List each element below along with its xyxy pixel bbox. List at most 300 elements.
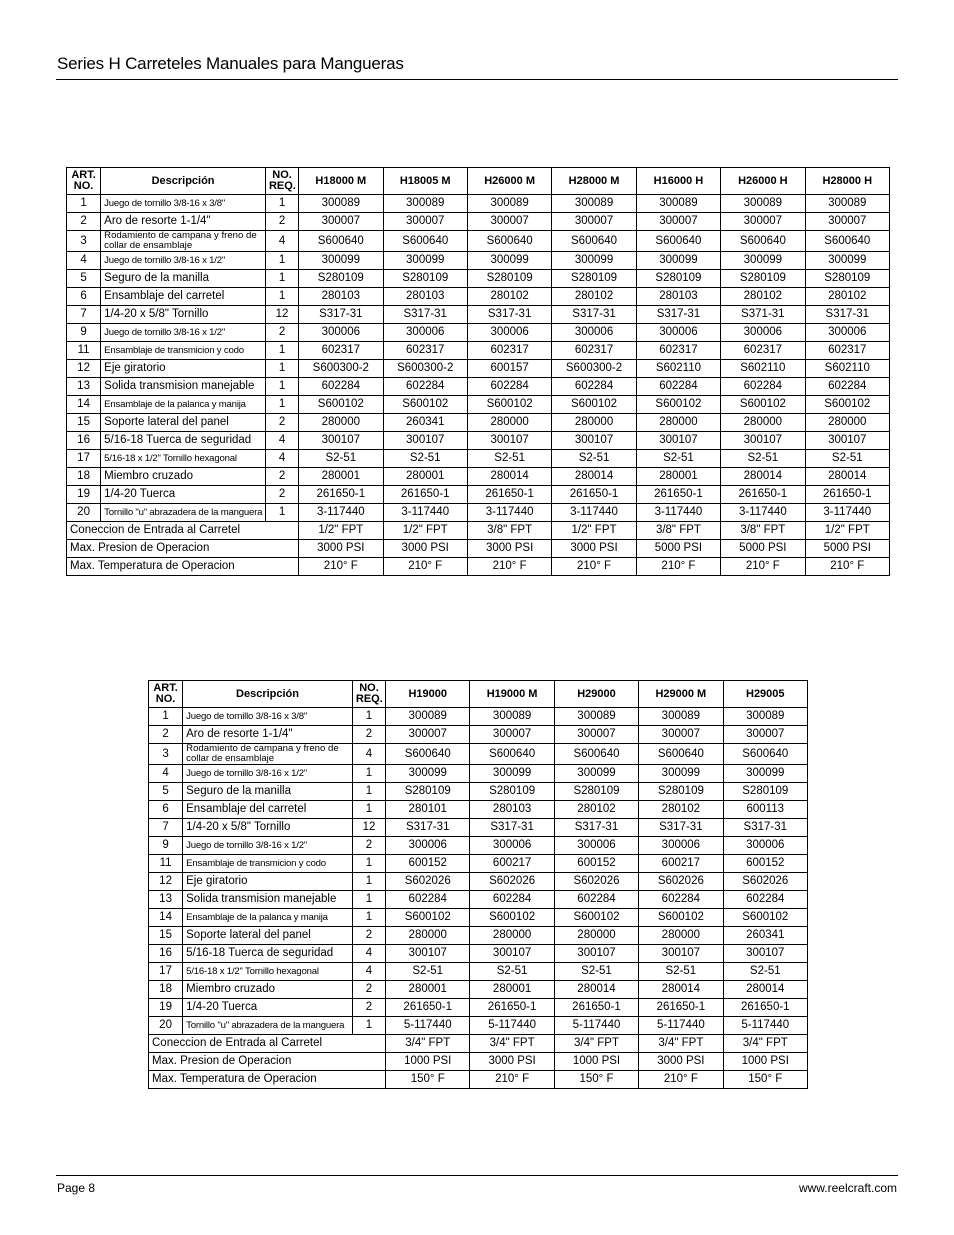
cell-part-number: 300089 [805,195,889,213]
cell-qty-required: 1 [352,891,385,909]
cell-part-number: 602284 [554,891,638,909]
cell-part-number: 600152 [386,855,470,873]
cell-part-number: 300107 [386,945,470,963]
spec-value: 5000 PSI [805,540,889,558]
cell-part-number: 300099 [721,252,805,270]
table-row [67,378,890,396]
cell-part-number: 261650-1 [554,999,638,1017]
cell-description: Ensamblaje del carretel [183,801,353,819]
cell-qty-required: 1 [352,765,385,783]
cell-part-number: 280001 [636,468,720,486]
header-row [67,168,890,195]
cell-part-number: S600640 [639,744,723,765]
header-description: Descripción [183,681,353,708]
cell-part-number: 300007 [299,213,383,231]
cell-part-number: S317-31 [805,306,889,324]
spec-value: 3000 PSI [383,540,467,558]
cell-part-number: 300006 [723,837,807,855]
table-row [149,726,808,744]
cell-part-number: S2-51 [552,450,636,468]
cell-qty-required: 2 [352,981,385,999]
header-model: H16000 H [636,168,720,195]
cell-part-number: 300099 [723,765,807,783]
cell-part-number: S280109 [639,783,723,801]
cell-part-number: 300099 [470,765,554,783]
table-row [67,342,890,360]
cell-part-number: 300099 [805,252,889,270]
cell-description: Seguro de la manilla [101,270,266,288]
cell-qty-required: 1 [352,909,385,927]
cell-qty-required: 2 [352,726,385,744]
cell-part-number: S280109 [723,783,807,801]
header-art-no: ART. NO. [67,168,101,195]
cell-part-number: 300107 [554,945,638,963]
cell-description: Juego de tornillo 3/8-16 x 3/8" [183,708,353,726]
cell-part-number: 300099 [386,765,470,783]
cell-qty-required: 4 [265,231,298,252]
cell-part-number: S371-31 [721,306,805,324]
cell-description: Juego de tornillo 3/8-16 x 3/8" [101,195,266,213]
cell-qty-required: 1 [265,270,298,288]
cell-art-no: 5 [67,270,101,288]
cell-part-number: 300099 [299,252,383,270]
cell-part-number: 280103 [636,288,720,306]
cell-part-number: S602110 [805,360,889,378]
cell-part-number: 300006 [639,837,723,855]
spec-value: 210° F [636,558,720,576]
cell-part-number: 5-117440 [723,1017,807,1035]
cell-description: Tornillo "u" abrazadera de la manguera [183,1017,353,1035]
cell-description: Eje giratorio [183,873,353,891]
cell-part-number: 300089 [723,708,807,726]
cell-part-number: 300007 [470,726,554,744]
cell-part-number: 300007 [639,726,723,744]
header-model: H19000 M [470,681,554,708]
header-model: H29000 [554,681,638,708]
cell-part-number: 280101 [386,801,470,819]
cell-part-number: 260341 [383,414,467,432]
cell-art-no: 9 [67,324,101,342]
cell-part-number: S317-31 [467,306,551,324]
cell-description: Juego de tornillo 3/8-16 x 1/2" [101,324,266,342]
cell-description: 1/4-20 x 5/8" Tornillo [101,306,266,324]
table-row [67,486,890,504]
cell-description: Ensamblaje del carretel [101,288,266,306]
cell-art-no: 15 [67,414,101,432]
spec-value: 210° F [383,558,467,576]
cell-art-no: 1 [67,195,101,213]
table-row [67,432,890,450]
cell-part-number: S280109 [467,270,551,288]
spec-row [149,1053,808,1071]
cell-part-number: S600640 [723,744,807,765]
cell-qty-required: 2 [265,213,298,231]
cell-part-number: 280000 [299,414,383,432]
header-qty-required: NO. REQ. [352,681,385,708]
cell-part-number: 300107 [467,432,551,450]
cell-part-number: 602317 [552,342,636,360]
header-model: H26000 M [467,168,551,195]
spec-value: 1/2" FPT [805,522,889,540]
cell-part-number: 3-117440 [552,504,636,522]
cell-part-number: S2-51 [386,963,470,981]
cell-part-number: 602317 [383,342,467,360]
table-row [149,783,808,801]
parts-table-1 [66,167,890,576]
cell-description: 1/4-20 Tuerca [183,999,353,1017]
cell-part-number: S600102 [386,909,470,927]
spec-value: 210° F [639,1071,723,1089]
cell-part-number: S317-31 [636,306,720,324]
cell-description: Ensamblaje de transmicion y codo [183,855,353,873]
cell-part-number: 3-117440 [805,504,889,522]
cell-part-number: 261650-1 [636,486,720,504]
cell-part-number: 602284 [552,378,636,396]
cell-description: 5/16-18 Tuerca de seguridad [183,945,353,963]
cell-part-number: 5-117440 [554,1017,638,1035]
cell-part-number: 261650-1 [383,486,467,504]
cell-part-number: 602284 [470,891,554,909]
cell-part-number: 280103 [299,288,383,306]
cell-part-number: 600152 [723,855,807,873]
cell-part-number: S600102 [639,909,723,927]
cell-part-number: S280109 [636,270,720,288]
cell-part-number: S2-51 [636,450,720,468]
cell-part-number: S600102 [383,396,467,414]
cell-part-number: 300107 [299,432,383,450]
cell-part-number: S600102 [554,909,638,927]
cell-part-number: 280014 [639,981,723,999]
cell-part-number: S317-31 [470,819,554,837]
spec-value: 1/2" FPT [299,522,383,540]
spec-value: 3000 PSI [467,540,551,558]
table-row [149,963,808,981]
cell-part-number: 280000 [552,414,636,432]
spec-value: 3000 PSI [470,1053,554,1071]
cell-part-number: 3-117440 [383,504,467,522]
cell-part-number: S280109 [721,270,805,288]
cell-art-no: 17 [67,450,101,468]
table-row [149,909,808,927]
cell-art-no: 1 [149,708,183,726]
spec-value: 3/8" FPT [467,522,551,540]
cell-part-number: S280109 [470,783,554,801]
spec-label: Coneccion de Entrada al Carretel [67,522,299,540]
spec-label: Coneccion de Entrada al Carretel [149,1035,386,1053]
spec-value: 3/8" FPT [721,522,805,540]
cell-qty-required: 1 [265,252,298,270]
cell-part-number: 300006 [805,324,889,342]
cell-qty-required: 4 [265,432,298,450]
cell-description: Ensamblaje de la palanca y manija [183,909,353,927]
cell-part-number: 300006 [386,837,470,855]
cell-part-number: S317-31 [299,306,383,324]
cell-qty-required: 1 [265,288,298,306]
cell-part-number: S280109 [383,270,467,288]
cell-qty-required: 4 [352,945,385,963]
spec-value: 210° F [299,558,383,576]
table-row [67,270,890,288]
spec-value: 210° F [805,558,889,576]
cell-part-number: 602317 [467,342,551,360]
cell-part-number: S600640 [805,231,889,252]
cell-part-number: 5-117440 [639,1017,723,1035]
spec-value: 3/4" FPT [554,1035,638,1053]
cell-description: Soporte lateral del panel [183,927,353,945]
spec-value: 210° F [552,558,636,576]
cell-part-number: 280102 [639,801,723,819]
cell-part-number: 261650-1 [386,999,470,1017]
spec-value: 210° F [470,1071,554,1089]
cell-part-number: 300007 [552,213,636,231]
cell-part-number: 280102 [552,288,636,306]
cell-part-number: 300099 [636,252,720,270]
table-row [149,744,808,765]
spec-value: 1/2" FPT [383,522,467,540]
cell-part-number: 602317 [805,342,889,360]
cell-part-number: 602284 [383,378,467,396]
cell-part-number: S2-51 [383,450,467,468]
spec-value: 3/4" FPT [723,1035,807,1053]
cell-part-number: 261650-1 [805,486,889,504]
cell-art-no: 12 [67,360,101,378]
cell-part-number: 300007 [467,213,551,231]
spec-label: Max. Temperatura de Operacion [149,1071,386,1089]
cell-art-no: 17 [149,963,183,981]
table-row [149,999,808,1017]
cell-part-number: 600217 [470,855,554,873]
cell-art-no: 12 [149,873,183,891]
header-model: H18000 M [299,168,383,195]
cell-description: Miembro cruzado [101,468,266,486]
cell-part-number: 260341 [723,927,807,945]
cell-part-number: 300107 [721,432,805,450]
cell-part-number: 300089 [299,195,383,213]
cell-art-no: 15 [149,927,183,945]
cell-art-no: 9 [149,837,183,855]
cell-art-no: 18 [67,468,101,486]
header-model: H28000 H [805,168,889,195]
cell-part-number: S600640 [721,231,805,252]
spec-value: 3/4" FPT [470,1035,554,1053]
cell-part-number: 280014 [721,468,805,486]
cell-art-no: 2 [67,213,101,231]
page-title: Series H Carreteles Manuales para Mangueras [57,54,404,73]
cell-part-number: 261650-1 [721,486,805,504]
spec-row [67,540,890,558]
cell-part-number: S600640 [467,231,551,252]
cell-part-number: 300107 [470,945,554,963]
cell-part-number: 280103 [383,288,467,306]
cell-part-number: 300089 [386,708,470,726]
cell-art-no: 7 [149,819,183,837]
table-row [149,837,808,855]
cell-qty-required: 1 [265,360,298,378]
cell-part-number: 280000 [636,414,720,432]
cell-part-number: 300099 [554,765,638,783]
cell-art-no: 16 [149,945,183,963]
cell-part-number: 300089 [470,708,554,726]
header-model: H28000 M [552,168,636,195]
cell-description: Rodamiento de campana y freno de collar de ensamblaje [101,231,266,252]
cell-qty-required: 4 [352,744,385,765]
cell-art-no: 19 [67,486,101,504]
cell-art-no: 19 [149,999,183,1017]
cell-part-number: 300099 [639,765,723,783]
cell-art-no: 7 [67,306,101,324]
cell-part-number: 300007 [636,213,720,231]
cell-description: Ensamblaje de la palanca y manija [101,396,266,414]
cell-qty-required: 1 [352,783,385,801]
cell-part-number: S600102 [721,396,805,414]
cell-part-number: S600640 [383,231,467,252]
cell-description: Rodamiento de campana y freno de collar de ensamblaje [183,744,353,765]
cell-art-no: 14 [149,909,183,927]
cell-part-number: S280109 [552,270,636,288]
cell-part-number: S600102 [299,396,383,414]
cell-art-no: 18 [149,981,183,999]
cell-description: 1/4-20 x 5/8" Tornillo [183,819,353,837]
table-row [67,468,890,486]
cell-description: Soporte lateral del panel [101,414,266,432]
cell-part-number: S600102 [470,909,554,927]
cell-part-number: S280109 [386,783,470,801]
cell-part-number: S2-51 [723,963,807,981]
spec-row [67,522,890,540]
cell-qty-required: 1 [352,1017,385,1035]
cell-qty-required: 2 [352,999,385,1017]
cell-part-number: 3-117440 [299,504,383,522]
cell-part-number: 300007 [554,726,638,744]
table-row [149,1017,808,1035]
table-row [67,414,890,432]
cell-part-number: 261650-1 [467,486,551,504]
cell-part-number: 280000 [554,927,638,945]
cell-part-number: S602026 [470,873,554,891]
cell-part-number: 602284 [386,891,470,909]
cell-art-no: 14 [67,396,101,414]
table-row [149,855,808,873]
cell-qty-required: 1 [352,855,385,873]
cell-part-number: 300107 [383,432,467,450]
table-row [67,288,890,306]
cell-part-number: 600217 [639,855,723,873]
cell-description: Solida transmision manejable [101,378,266,396]
cell-art-no: 11 [67,342,101,360]
cell-part-number: S602026 [386,873,470,891]
cell-part-number: 280001 [470,981,554,999]
cell-part-number: 300006 [383,324,467,342]
cell-part-number: S2-51 [467,450,551,468]
cell-part-number: 600152 [554,855,638,873]
cell-part-number: 280102 [805,288,889,306]
cell-description: Juego de tornillo 3/8-16 x 1/2" [183,837,353,855]
cell-part-number: 280014 [554,981,638,999]
cell-part-number: 300007 [805,213,889,231]
cell-part-number: S602110 [721,360,805,378]
cell-part-number: 300089 [383,195,467,213]
cell-qty-required: 1 [265,504,298,522]
cell-part-number: S600640 [299,231,383,252]
cell-description: 5/16-18 Tuerca de seguridad [101,432,266,450]
spec-value: 150° F [723,1071,807,1089]
cell-part-number: 602284 [299,378,383,396]
cell-art-no: 20 [149,1017,183,1035]
header-model: H29005 [723,681,807,708]
cell-part-number: 300089 [636,195,720,213]
cell-part-number: 280000 [805,414,889,432]
cell-qty-required: 1 [352,801,385,819]
cell-art-no: 3 [149,744,183,765]
cell-qty-required: 2 [352,927,385,945]
spec-value: 210° F [467,558,551,576]
cell-part-number: 280102 [721,288,805,306]
cell-art-no: 6 [149,801,183,819]
header-model: H26000 H [721,168,805,195]
header-art-no: ART. NO. [149,681,183,708]
cell-art-no: 13 [149,891,183,909]
cell-art-no: 13 [67,378,101,396]
cell-art-no: 11 [149,855,183,873]
cell-description: Aro de resorte 1-1/4" [101,213,266,231]
cell-part-number: S600102 [723,909,807,927]
cell-part-number: 602284 [467,378,551,396]
cell-part-number: 300007 [723,726,807,744]
cell-part-number: S600102 [552,396,636,414]
cell-part-number: 300099 [467,252,551,270]
cell-description: Aro de resorte 1-1/4" [183,726,353,744]
table-row [149,819,808,837]
spec-value: 1000 PSI [723,1053,807,1071]
cell-art-no: 6 [67,288,101,306]
cell-part-number: S2-51 [554,963,638,981]
cell-qty-required: 4 [352,963,385,981]
cell-part-number: 300099 [552,252,636,270]
cell-qty-required: 2 [352,837,385,855]
table-row [67,252,890,270]
cell-part-number: S600300-2 [552,360,636,378]
spec-value: 210° F [721,558,805,576]
cell-part-number: 261650-1 [723,999,807,1017]
cell-qty-required: 1 [265,396,298,414]
header-row [149,681,808,708]
cell-part-number: 602284 [723,891,807,909]
table-row [67,504,890,522]
cell-description: Ensamblaje de transmicion y codo [101,342,266,360]
cell-part-number: 5-117440 [386,1017,470,1035]
cell-part-number: S317-31 [552,306,636,324]
cell-part-number: 280102 [554,801,638,819]
cell-part-number: 300007 [721,213,805,231]
cell-part-number: 280000 [639,927,723,945]
cell-qty-required: 2 [265,414,298,432]
cell-art-no: 4 [149,765,183,783]
cell-part-number: 3-117440 [721,504,805,522]
header-model: H19000 [386,681,470,708]
parts-table-2 [148,680,808,1089]
spec-value: 1000 PSI [386,1053,470,1071]
cell-part-number: 261650-1 [552,486,636,504]
cell-part-number: S280109 [805,270,889,288]
cell-qty-required: 12 [265,306,298,324]
header-qty-required: NO. REQ. [265,168,298,195]
spec-value: 150° F [386,1071,470,1089]
cell-part-number: 300107 [636,432,720,450]
cell-part-number: S2-51 [805,450,889,468]
cell-qty-required: 1 [265,342,298,360]
table-row [149,927,808,945]
cell-part-number: 600157 [467,360,551,378]
